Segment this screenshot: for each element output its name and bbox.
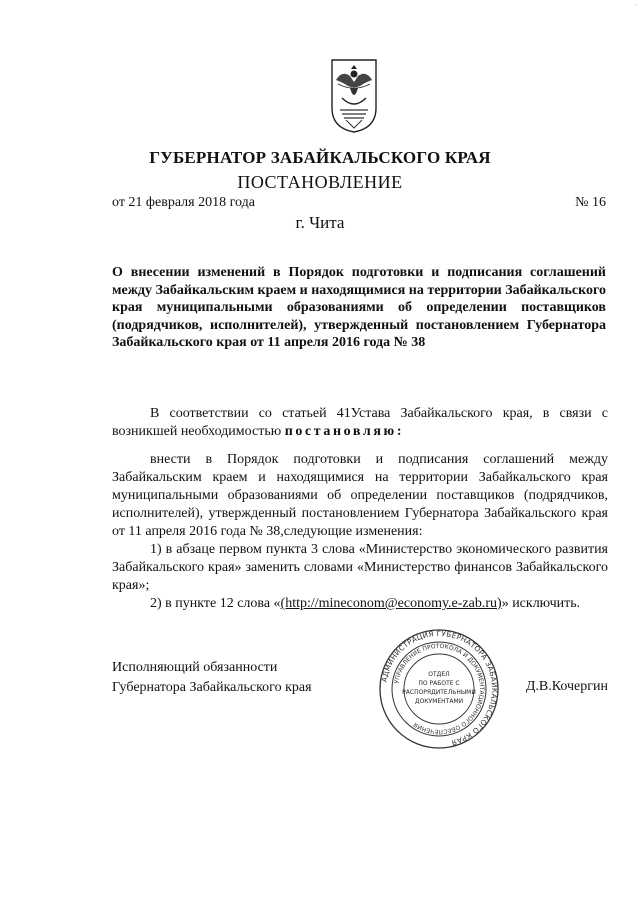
preamble-text: В соответствии со статьей 41Устава Забайкальского края, в связи с возникшей необходимостью [112, 406, 608, 439]
official-stamp [378, 628, 500, 750]
stamp-outer-text: АДМИНИСТРАЦИЯ ГУБЕРНАТОРА ЗАБАЙКАЛЬСКОГО КРАЯ [379, 628, 500, 748]
document-type: ПОСТАНОВЛЕНИЕ [237, 172, 403, 192]
document-date: от 21 февраля 2018 года [112, 195, 255, 210]
governor-title: ГУБЕРНАТОР ЗАБАЙКАЛЬСКОГО КРАЯ [149, 148, 491, 167]
stamp-center-line-4: ДОКУМЕНТАМИ [414, 698, 464, 705]
document-subject: О внесении изменений в Порядок подготовки и подписания соглашений между Забайкальским краем и находящимися на территории Забайкальского края муниципальными образованиями об определении поставщиков (подрядчиков, исполнителей), утвержденный постановлением Губернатора Забайкальского края от 11 апреля 2016 года № 38 [112, 265, 606, 350]
stamp-center-line-3: РАСПОРЯДИТЕЛЬНЫМИ [402, 689, 476, 696]
signatory-name: Д.В.Кочергин [525, 679, 608, 694]
stamp-inner-text: УПРАВЛЕНИЕ ПРОТОКОЛА И ДОКУМЕНТАЦИОННОГО ОБЕСПЕЧЕНИЯ [393, 642, 486, 736]
scan-corner-mark: · [634, 1, 637, 10]
stamp-center-line-2: ПО РАБОТЕ С [418, 680, 460, 687]
body-intro-paragraph: внести в Порядок подготовки и подписания соглашений между Забайкальским краем и находящимися на территории Забайкальского края муниципальными образованиями об определении поставщиков (подрядчиков, исполнителей), утвержденный постановлением Губернатора Забайкальского края от 11 апреля 2016 года № 38,следующие изменения: [112, 452, 608, 539]
document-number: № 16 [575, 195, 606, 210]
preamble-paragraph [112, 405, 608, 440]
signature-title-line-2: Губернатора Забайкальского края [112, 680, 312, 695]
document-body [112, 451, 608, 613]
body-item-1: 1) в абзаце первом пункта 3 слова «Министерство экономического развития Забайкальского края» заменить словами «Министерство финансов Забайкальского края»; [112, 542, 608, 593]
signature-title [112, 658, 312, 698]
body-item-2 [112, 595, 608, 613]
stamp-center-line-1: ОТДЕЛ [428, 671, 450, 678]
item-2-text-after: » исключить. [501, 596, 581, 611]
signature-title-line-1: Исполняющий обязанности [112, 660, 278, 675]
decree-word: постановляю: [284, 423, 405, 439]
item-2-text-before: 2) в пункте 12 слова « [150, 596, 281, 611]
coat-of-arms-emblem [328, 58, 380, 134]
document-city: г. Чита [295, 213, 345, 232]
item-2-link[interactable]: (http://mineconom@economy.e-zab.ru) [280, 596, 502, 611]
